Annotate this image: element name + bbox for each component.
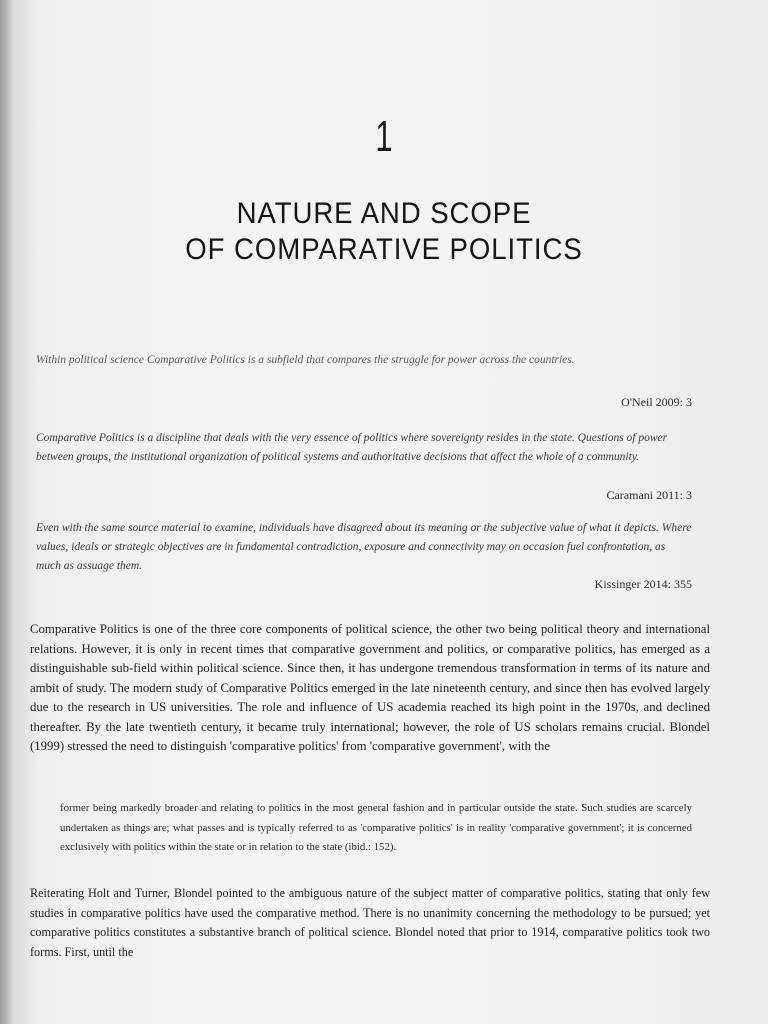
epigraph-text: Within political science Comparative Politics is a subfield that compares the struggle for power across the countries. (36, 354, 575, 366)
chapter-title (31, 196, 738, 268)
epigraph-text: Even with the same source material to examine, individuals have disagreed about its meaning or the subjective value of what it depicts. Where values, ideals or strategic objectives are in fundamental contradiction, exposure and connectivity may on occasion fuel confrontation, as much as assuage them. (36, 522, 692, 572)
epigraph-oneil (36, 351, 692, 409)
book-spine-shadow (0, 0, 12, 1024)
epigraph-text: Comparative Politics is a discipline that deals with the very essence of politics where sovereignty resides in the state. Questions of power between groups, the institutional organization of political systems and authoritative decisions that affect the whole of a community. (36, 432, 668, 463)
epigraph-attribution: Kissinger 2014: 355 (594, 577, 692, 591)
block-quote-blondel: former being markedly broader and relating to politics in the most general fashion and in particular outside the state. Such studies are scarcely undertaken as things are; what passes and is typically referred to as 'comparative politics' is in reality 'comparative government'; it is concerned exclusively with politics within the state or in relation to the state (ibid.: 152). (60, 802, 692, 853)
body-paragraph-1: Comparative Politics is one of the three core components of political science, the other two being political theory and international relations. However, it is only in recent times that comparative government and politics, or comparative politics, has emerged as a distinguishable sub-field within political science. Since then, it has undergone tremendous transformation in terms of its nature and ambit of study. The modern study of Comparative Politics emerged in the late nineteenth century, and since then has evolved largely due to the research in US universities. The role and influence of US academia reached its high point in the 1970s, and declined thereafter. By the late twentieth century, it became truly international; however, the role of US scholars remains crucial. Blondel (1999) stressed the need to distinguish 'comparative politics' from 'comparative government', with the (30, 622, 710, 753)
epigraph-attribution: O'Neil 2009: 3 (621, 395, 692, 409)
body-paragraph-2: Reiterating Holt and Turner, Blondel pointed to the ambiguous nature of the subject matter of comparative politics, stating that only few studies in comparative politics have used the comparative method. There is no unanimity concerning the methodology to be pursued; yet comparative politics constitutes a substantive branch of political science. Blondel noted that prior to 1914, comparative politics took two forms. First, until the (30, 886, 710, 959)
chapter-title-line-1: NATURE AND SCOPE (236, 197, 532, 230)
epigraph-caramani (36, 429, 692, 502)
epigraph-attribution: Caramani 2011: 3 (606, 488, 692, 502)
chapter-number: 1 (375, 112, 393, 161)
epigraph-kissinger (36, 519, 692, 591)
chapter-title-line-2: OF COMPARATIVE POLITICS (185, 233, 583, 266)
